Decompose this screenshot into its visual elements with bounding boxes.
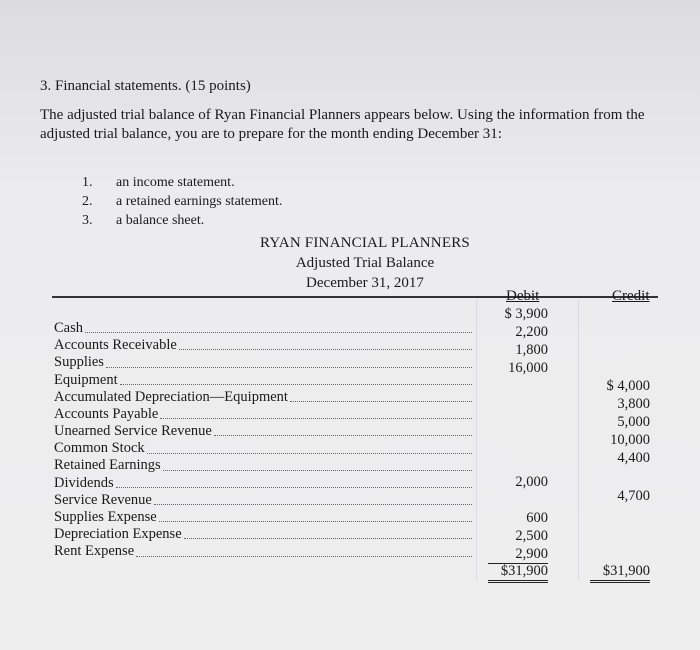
company-name: RYAN FINANCIAL PLANNERS [260,235,470,251]
statement-subtitle: Adjusted Trial Balance [295,255,435,271]
debit-total: $31,900 [488,563,548,583]
task-item: 1. an income statement. [82,175,235,190]
debit-header: Debit [506,288,540,304]
account-row: Unearned Service Revenue [54,423,474,440]
account-row: Accounts Receivable [54,337,474,354]
column-divider [476,300,477,580]
credit-unearned-revenue: 5,000 [617,414,650,430]
credit-retained-earnings: 4,400 [617,450,650,466]
debit-cash: $ 3,900 [504,306,548,322]
statement-date: December 31, 2017 [306,275,424,291]
debit-supplies-expense: 600 [526,510,548,526]
account-row: Dividends [54,475,474,492]
account-row: Depreciation Expense [54,526,474,543]
task-item: 3. a balance sheet. [82,213,205,228]
debit-rent-expense: 2,900 [488,546,548,564]
credit-accounts-payable: 3,800 [617,396,650,412]
account-row: Rent Expense [54,543,474,560]
account-row: Equipment [54,372,474,389]
debit-equipment: 16,000 [508,360,548,376]
task-item: 2. a retained earnings statement. [82,194,283,209]
account-row: Supplies Expense [54,509,474,526]
trial-balance-heading [160,233,570,293]
question-intro: The adjusted trial balance of Ryan Financial Planners appears below. Using the information from the adjusted trial balance, you are to prepare for the month ending December 31: [40,107,645,142]
credit-common-stock: 10,000 [610,432,650,448]
account-row: Accumulated Depreciation—Equipment [54,389,474,406]
debit-depreciation-expense: 2,500 [515,528,548,544]
question-title: 3. Financial statements. (15 points) [40,78,251,94]
header-rule [52,296,658,298]
account-row: Retained Earnings [54,458,474,475]
debit-dividends: 2,000 [515,474,548,490]
column-divider [578,300,579,580]
credit-total: $31,900 [590,563,650,583]
account-row: Supplies [54,354,474,371]
account-row: Accounts Payable [54,406,474,423]
account-row: Cash [54,320,474,337]
debit-supplies: 1,800 [515,342,548,358]
credit-service-revenue: 4,700 [617,488,650,504]
account-row: Service Revenue [54,492,474,509]
account-list [54,320,474,561]
debit-accounts-receivable: 2,200 [515,324,548,340]
credit-header: Credit [612,288,650,304]
account-row: Common Stock [54,440,474,457]
credit-accumulated-depreciation: $ 4,000 [606,378,650,394]
task-list [82,173,282,230]
